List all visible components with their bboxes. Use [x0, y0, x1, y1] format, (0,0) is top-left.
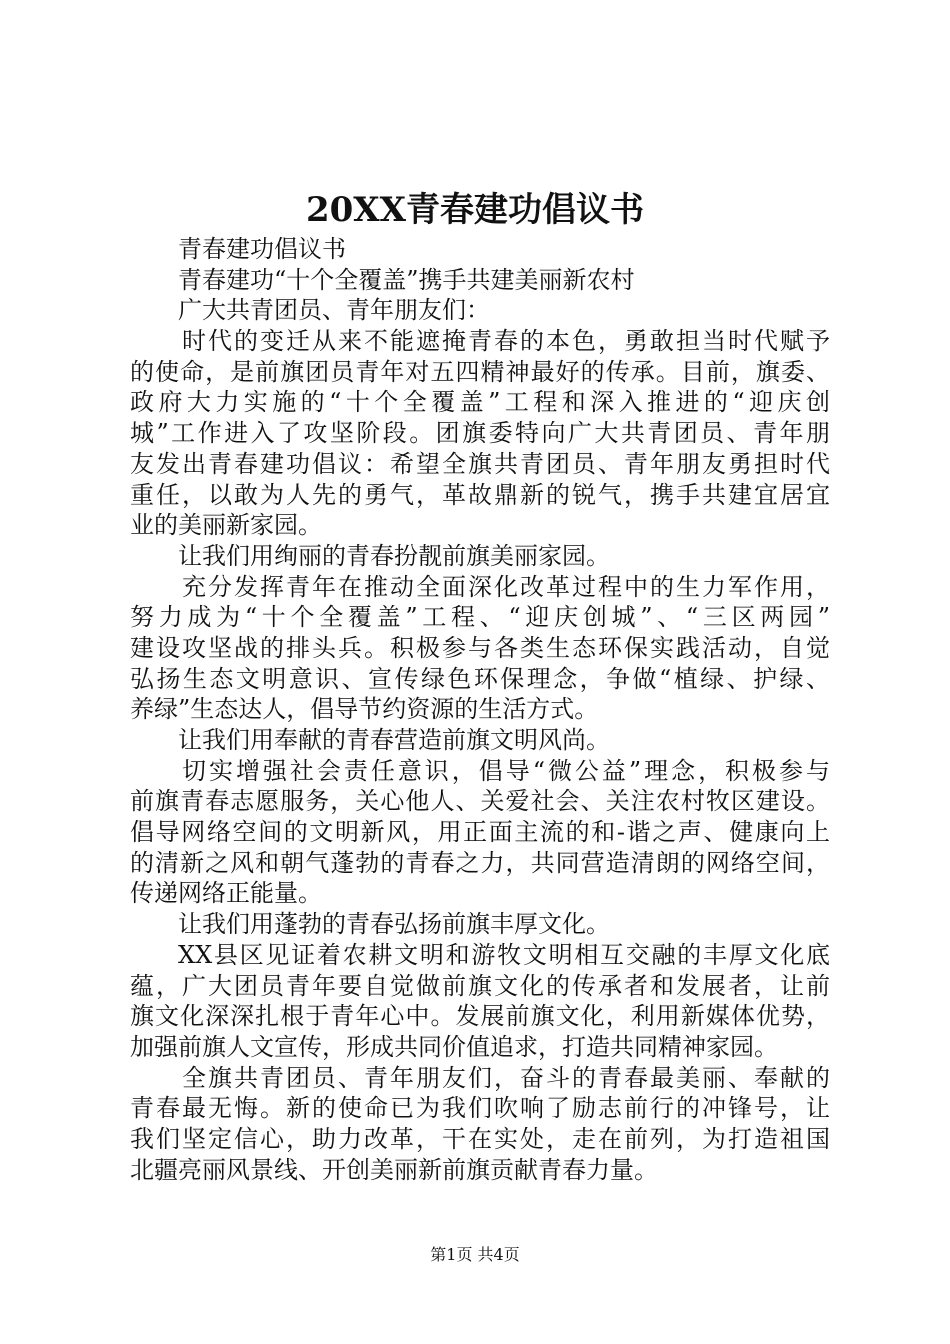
body-line: 传递网络正能量。 — [130, 879, 322, 908]
body-line: 努力成为“十个全覆盖”工程、“迎庆创城”、“三区两园” — [130, 603, 830, 632]
body-line: 蕴，广大团员青年要自觉做前旗文化的传承者和发展者，让前 — [130, 971, 830, 1000]
body-line: 时代的变迁从来不能遮掩青春的本色，勇敢担当时代赋予 — [182, 327, 830, 356]
body-line: 的使命，是前旗团员青年对五四精神最好的传承。目前，旗委、 — [130, 357, 830, 386]
body-line: 倡导网络空间的文明新风，用正面主流的和-谐之声、健康向上 — [130, 818, 830, 847]
body-line: 弘扬生态文明意识、宣传绿色环保理念，争做“植绿、护绿、 — [130, 664, 830, 693]
body-line: 让我们用绚丽的青春扮靓前旗美丽家园。 — [178, 541, 610, 570]
body-line: 青春最无悔。新的使命已为我们吹响了励志前行的冲锋号，让 — [130, 1094, 830, 1123]
body-line: 业的美丽新家园。 — [130, 511, 322, 540]
body-line: 切实增强社会责任意识，倡导“微公益”理念，积极参与 — [182, 756, 830, 785]
body-line: 让我们用蓬勃的青春弘扬前旗丰厚文化。 — [178, 910, 610, 939]
body-line: 的清新之风和朝气蓬勃的青春之力，共同营造清朗的网络空间， — [130, 848, 830, 877]
body-line: 友发出青春建功倡议：希望全旗共青团员、青年朋友勇担时代 — [130, 449, 830, 478]
body-line: 加强前旗人文宣传，形成共同价值追求，打造共同精神家园。 — [130, 1032, 778, 1061]
page-footer: 第1页 共4页 — [430, 1245, 520, 1264]
document-title: 20XX青春建功倡议书 — [305, 190, 645, 230]
body-line: 建设攻坚战的排头兵。积极参与各类生态环保实践活动，自觉 — [130, 633, 830, 662]
body-line: 充分发挥青年在推动全面深化改革过程中的生力军作用， — [182, 572, 830, 601]
body-line: XX县区见证着农耕文明和游牧文明相互交融的丰厚文化底 — [178, 940, 830, 969]
body-line: 重任，以敢为人先的勇气，革故鼎新的锐气，携手共建宜居宜 — [130, 480, 830, 509]
body-line: 让我们用奉献的青春营造前旗文明风尚。 — [178, 726, 610, 754]
document-body — [130, 234, 830, 1185]
body-line: 前旗青春志愿服务，关心他人、关爱社会、关注农村牧区建设。 — [130, 787, 830, 816]
body-line: 广大共青团员、青年朋友们： — [178, 296, 490, 325]
body-line: 我们坚定信心，助力改革，干在实处，走在前列，为打造祖国 — [130, 1124, 830, 1153]
body-line: 养绿”生态达人，倡导节约资源的生活方式。 — [130, 695, 599, 724]
body-line: 青春建功“十个全覆盖”携手共建美丽新农村 — [178, 265, 635, 294]
body-line: 政府大力实施的“十个全覆盖”工程和深入推进的“迎庆创 — [130, 388, 830, 417]
body-line: 全旗共青团员、青年朋友们，奋斗的青春最美丽、奉献的 — [182, 1063, 830, 1092]
body-line: 旗文化深深扎根于青年心中。发展前旗文化，利用新媒体优势， — [130, 1002, 830, 1031]
body-line: 城”工作进入了攻坚阶段。团旗委特向广大共青团员、青年朋 — [130, 419, 830, 448]
body-line: 青春建功倡议书 — [178, 235, 346, 263]
body-line: 北疆亮丽风景线、开创美丽新前旗贡献青春力量。 — [130, 1155, 658, 1184]
